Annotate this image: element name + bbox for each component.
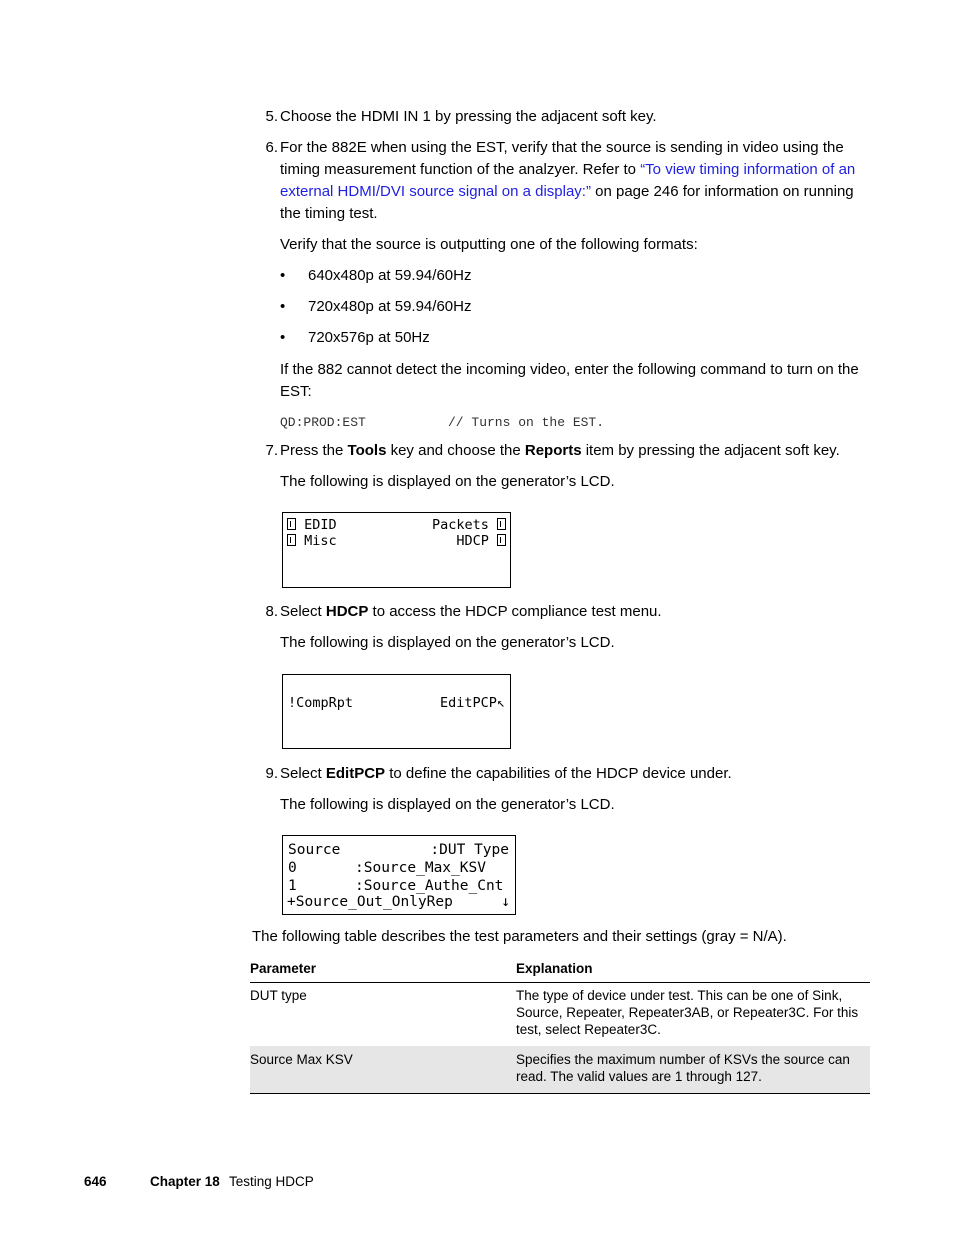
lcd-item-edid: EDID [304, 517, 337, 533]
lcd-intro: The following is displayed on the generator’s LCD. [280, 796, 615, 813]
table-header-rule [250, 982, 870, 983]
list-item-text: 720x576p at 50Hz [308, 329, 430, 346]
note-paragraph: If the 882 cannot detect the incoming video, enter the following command to turn on the EST: [280, 361, 859, 400]
cross-reference-link[interactable]: “To view timing information of an external HDMI/DVI source signal on a display:” [280, 161, 856, 200]
step-number: 7. [265, 442, 278, 459]
menu-item-name: EditPCP [325, 765, 386, 782]
list-item-text: 640x480p at 59.94/60Hz [308, 267, 472, 284]
explanation-cell: The type of device under test. This can be one of Sink, Source, Repeater, Repeater3AB, or Repeater3C. For this test, select Repeater3C. [516, 988, 859, 1037]
lcd-display-reports [282, 512, 511, 588]
lcd-param-name: :Source_Max_KSV [355, 860, 486, 876]
softkey-icon [287, 518, 296, 530]
step-text [280, 763, 876, 785]
step-text [280, 137, 876, 225]
step-text-part: Press the [280, 442, 348, 459]
page-number: 646 [84, 1174, 107, 1189]
list-item-text: 720x480p at 59.94/60Hz [308, 298, 472, 315]
lcd-intro: The following is displayed on the generator’s LCD. [280, 634, 615, 651]
bullet-icon: • [280, 267, 286, 284]
lcd-param-value: 1 [288, 878, 297, 894]
step-text-part: For the 882E when using the EST, verify that the source is sending in video using the timing measurement function of the analzyer. Refer to [280, 139, 844, 178]
verify-paragraph: Verify that the source is outputting one of the following formats: [280, 236, 698, 253]
step-text-part: to define the capabilities of the HDCP device under. [385, 765, 732, 782]
step-text-part: Select [280, 603, 326, 620]
bullet-icon: • [280, 298, 286, 315]
step-text-part: on page 246 for information on running the timing test. [280, 183, 854, 222]
menu-item-name: Reports [524, 442, 582, 459]
lcd-display-hdcp [282, 674, 511, 749]
arrow-up-left-icon: ↖ [496, 695, 505, 711]
lcd-item-editpcp: EditPCP [439, 695, 497, 711]
parameter-cell: DUT type [250, 988, 307, 1003]
table-bottom-rule [250, 1093, 870, 1094]
arrow-down-icon: ↓ [501, 894, 510, 910]
step-6 [256, 137, 876, 225]
bullet-icon: • [280, 329, 286, 346]
step-text [280, 440, 876, 462]
step-number: 9. [265, 765, 278, 782]
lcd-param-name: :DUT Type [430, 842, 509, 858]
lcd-param-name: :Source_Authe_Cnt [355, 878, 504, 894]
step-number: 6. [265, 139, 278, 156]
code-command: QD:PROD:EST [280, 415, 366, 430]
lcd-param-value: Source [288, 842, 341, 858]
softkey-icon [287, 534, 296, 546]
lcd-param-name: +Source_Out_OnlyRep [287, 894, 453, 910]
step-text-part: Select [280, 765, 326, 782]
softkey-icon [497, 518, 506, 530]
step-text-part: item by pressing the adjacent soft key. [581, 442, 840, 459]
step-text: Choose the HDMI IN 1 by pressing the adjacent soft key. [280, 108, 657, 125]
step-number: 5. [265, 108, 278, 125]
step-text-part: to access the HDCP compliance test menu. [368, 603, 662, 620]
lcd-display-editpcp [282, 835, 516, 915]
explanation-cell: Specifies the maximum number of KSVs the source can read. The valid values are 1 through 127. [516, 1052, 850, 1084]
lcd-item-packets: Packets [431, 517, 489, 533]
lcd-item-misc: Misc [304, 533, 337, 549]
parameter-cell: Source Max KSV [250, 1052, 353, 1067]
column-header-explanation: Explanation [516, 961, 593, 976]
table-intro: The following table describes the test parameters and their settings (gray = N/A). [252, 928, 787, 945]
menu-item-name: HDCP [325, 603, 369, 620]
lcd-item-comprpt: !CompRpt [288, 695, 354, 711]
chapter-title: Testing HDCP [229, 1174, 314, 1189]
lcd-intro: The following is displayed on the generator’s LCD. [280, 473, 615, 490]
step-text-part: key and choose the [386, 442, 525, 459]
key-name: Tools [347, 442, 387, 459]
lcd-item-hdcp: HDCP [456, 533, 489, 549]
softkey-icon [497, 534, 506, 546]
step-text [280, 601, 876, 623]
column-header-parameter: Parameter [250, 961, 317, 976]
chapter-label: Chapter 18 [150, 1174, 220, 1189]
code-comment: // Turns on the EST. [448, 415, 605, 430]
lcd-param-value: 0 [288, 860, 297, 876]
step-number: 8. [265, 603, 278, 620]
